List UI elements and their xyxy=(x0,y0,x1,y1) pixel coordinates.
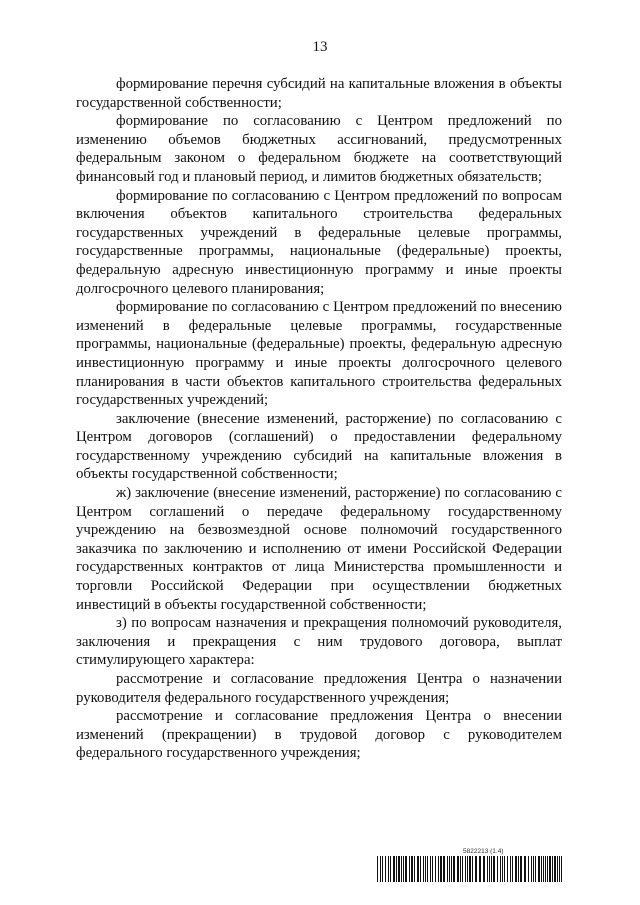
barcode-icon xyxy=(377,856,562,882)
paragraph-4: формирование по согласованию с Центром предложений по внесению изменений в федеральные целевые программы, государственные программы, национальные (федеральные) проекты, федеральную адресную инвестиционную программу и иные проекты долгосрочного целевого планирования в части объектов капитального строительства федеральных государственных учреждений; xyxy=(76,299,562,409)
paragraph-8: рассмотрение и согласование предложения Центра о назначении руководителя федерального государственного учреждения; xyxy=(76,671,562,706)
page-number: 13 xyxy=(312,39,328,55)
paragraph-5: заключение (внесение изменений, расторжение) по согласованию с Центром договоров (соглашений) о предоставлении федеральному государственному учреждению субсидий на капитальные вложения в объекты государственной собственности; xyxy=(76,410,562,483)
paragraph-1: формирование перечня субсидий на капитальные вложения в объекты государственной собственности; xyxy=(76,76,562,111)
paragraph-6: ж) заключение (внесение изменений, расторжение) по согласованию с Центром соглашений о передаче федеральному государственному учреждению на безвозмездной основе полномочий государственного заказчика по заключению и исполнению от имени Российской Федерации государственных контрактов от лица Министерства промышленности и торговли Российской Федерации при осуществлении бюджетных инвестиций в объекты государственной собственности; xyxy=(76,485,562,613)
document-body xyxy=(76,75,562,763)
paragraph-3: формирование по согласованию с Центром предложений по вопросам включения объектов капитального строительства федеральных государственных учреждений в федеральные целевые программы, государственные программы, национальные (федеральные) проекты, федеральную адресную инвестиционную программу и иные проекты долгосрочного целевого планирования; xyxy=(76,187,562,297)
paragraph-9: рассмотрение и согласование предложения Центра о внесении изменений (прекращении) в трудовой договор с руководителем федерального государственного учреждения; xyxy=(76,708,562,762)
paragraph-7: з) по вопросам назначения и прекращения полномочий руководителя, заключения и прекращения с ним трудового договора, выплат стимулирующего характера: xyxy=(76,615,562,669)
paragraph-2: формирование по согласованию с Центром предложений по изменению объемов бюджетных ассигнований, предусмотренных федеральным законом о федеральном бюджете на соответствующий финансовый год и плановый период, и лимитов бюджетных обязательств; xyxy=(76,113,562,185)
document-code: 5822213 (1.4) xyxy=(463,848,504,855)
